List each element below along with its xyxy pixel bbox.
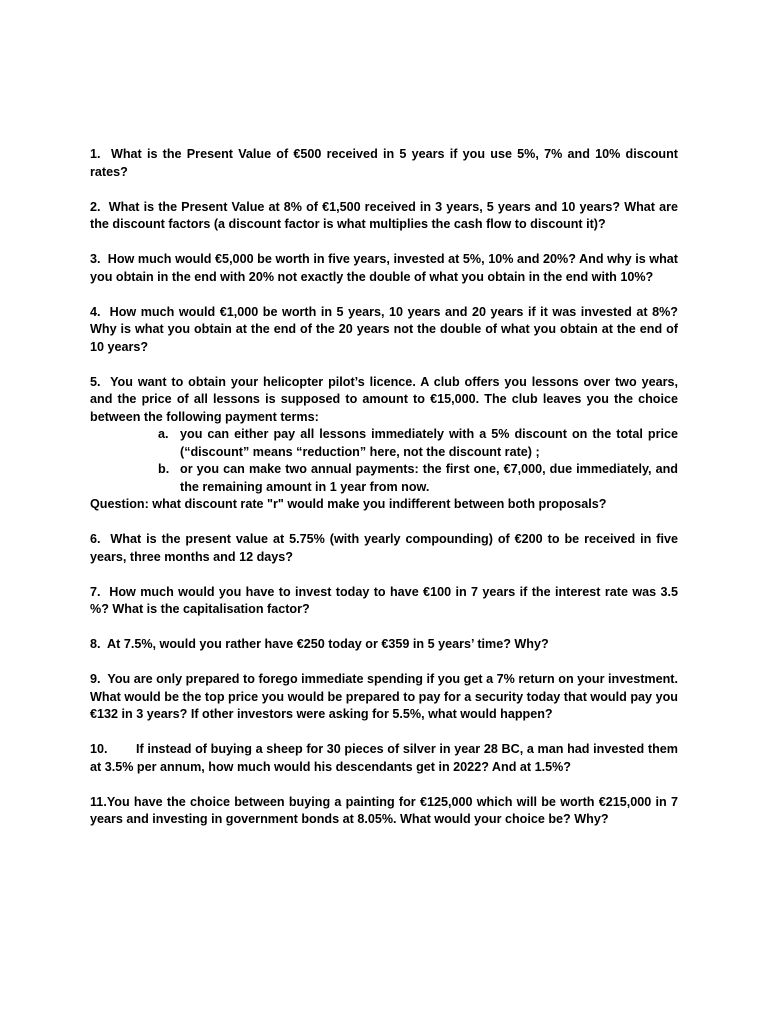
question-5 xyxy=(90,374,678,514)
question-number: 10. xyxy=(90,742,108,756)
question-7 xyxy=(90,584,678,619)
document-page xyxy=(90,146,678,846)
question-10 xyxy=(90,741,678,776)
question-number: 1. xyxy=(90,147,101,161)
question-1 xyxy=(90,146,678,181)
question-number: 8. xyxy=(90,637,101,651)
list-item-option-a xyxy=(90,426,678,461)
question-6 xyxy=(90,531,678,566)
question-number: 9. xyxy=(90,672,101,686)
question-number: 4. xyxy=(90,304,101,319)
question-text: What is the Present Value at 8% of €1,500 received in 3 years, 5 years and 10 years? What are the discount factors (a discount factor is what multiplies the cash flow to discount it)? xyxy=(90,199,678,231)
question-number: 5. xyxy=(90,374,101,389)
list-item-option-b xyxy=(90,461,678,496)
option-letter: a. xyxy=(158,427,169,441)
question-2 xyxy=(90,199,678,234)
question-text: What is the Present Value of €500 received in 5 years if you use 5%, 7% and 10% discount rates? xyxy=(90,147,679,179)
option-letter: b. xyxy=(158,462,170,476)
question-4 xyxy=(90,304,678,357)
option-text: you can either pay all lessons immediately with a 5% discount on the total price (“discount” means “reduction” here, not the discount rate) ; xyxy=(180,427,678,459)
question-11 xyxy=(90,794,678,829)
question-text: How much would you have to invest today to have €100 in 7 years if the interest rate was 3.5 %? What is the capitalisation factor? xyxy=(90,584,679,616)
question-5-intro xyxy=(90,374,678,427)
question-number: 2. xyxy=(90,199,101,214)
question-text: You are only prepared to forego immediate spending if you get a 7% return on your investment. What would be the top price you would be prepared to pay for a security today that would pay you €132 in 3 years? If other investors were asking for 5.5%, what would happen? xyxy=(90,672,678,721)
question-text: If instead of buying a sheep for 30 pieces of silver in year 28 BC, a man had invested them at 3.5% per annum, how much would his descendants get in 2022? And at 1.5%? xyxy=(90,742,678,774)
payment-options-list xyxy=(90,426,678,496)
question-text: You have the choice between buying a painting for €125,000 which will be worth €215,000 in 7 years and investing in government bonds at 8.05%. What would your choice be? Why? xyxy=(90,794,678,826)
question-number: 6. xyxy=(90,532,101,546)
question-text: You want to obtain your helicopter pilot’s licence. A club offers you lessons over two years, and the price of all lessons is supposed to amount to €15,000. The club leaves you the choice between the following payment terms: xyxy=(90,374,678,424)
question-text: How much would €5,000 be worth in five years, invested at 5%, 10% and 20%? And why is what you obtain in the end with 20% not exactly the double of what you obtain in the end with 10%? xyxy=(90,252,678,284)
question-text: What is the present value at 5.75% (with yearly compounding) of €200 to be received in five years, three months and 12 days? xyxy=(90,532,678,564)
question-number: 11. xyxy=(90,794,107,809)
question-number: 3. xyxy=(90,252,101,266)
question-9 xyxy=(90,671,678,724)
option-text: or you can make two annual payments: the first one, €7,000, due immediately, and the remaining amount in 1 year from now. xyxy=(180,462,678,494)
question-text: At 7.5%, would you rather have €250 today or €359 in 5 years’ time? Why? xyxy=(107,637,549,651)
question-number: 7. xyxy=(90,584,101,599)
question-text: How much would €1,000 be worth in 5 years, 10 years and 20 years if it was invested at 8%? Why is what you obtain at the end of the 20 years not the double of what you obtain at the end of 10 years? xyxy=(90,304,679,354)
question-3 xyxy=(90,251,678,286)
question-5-prompt: Question: what discount rate "r" would make you indifferent between both proposals? xyxy=(90,497,607,511)
question-8 xyxy=(90,636,678,654)
